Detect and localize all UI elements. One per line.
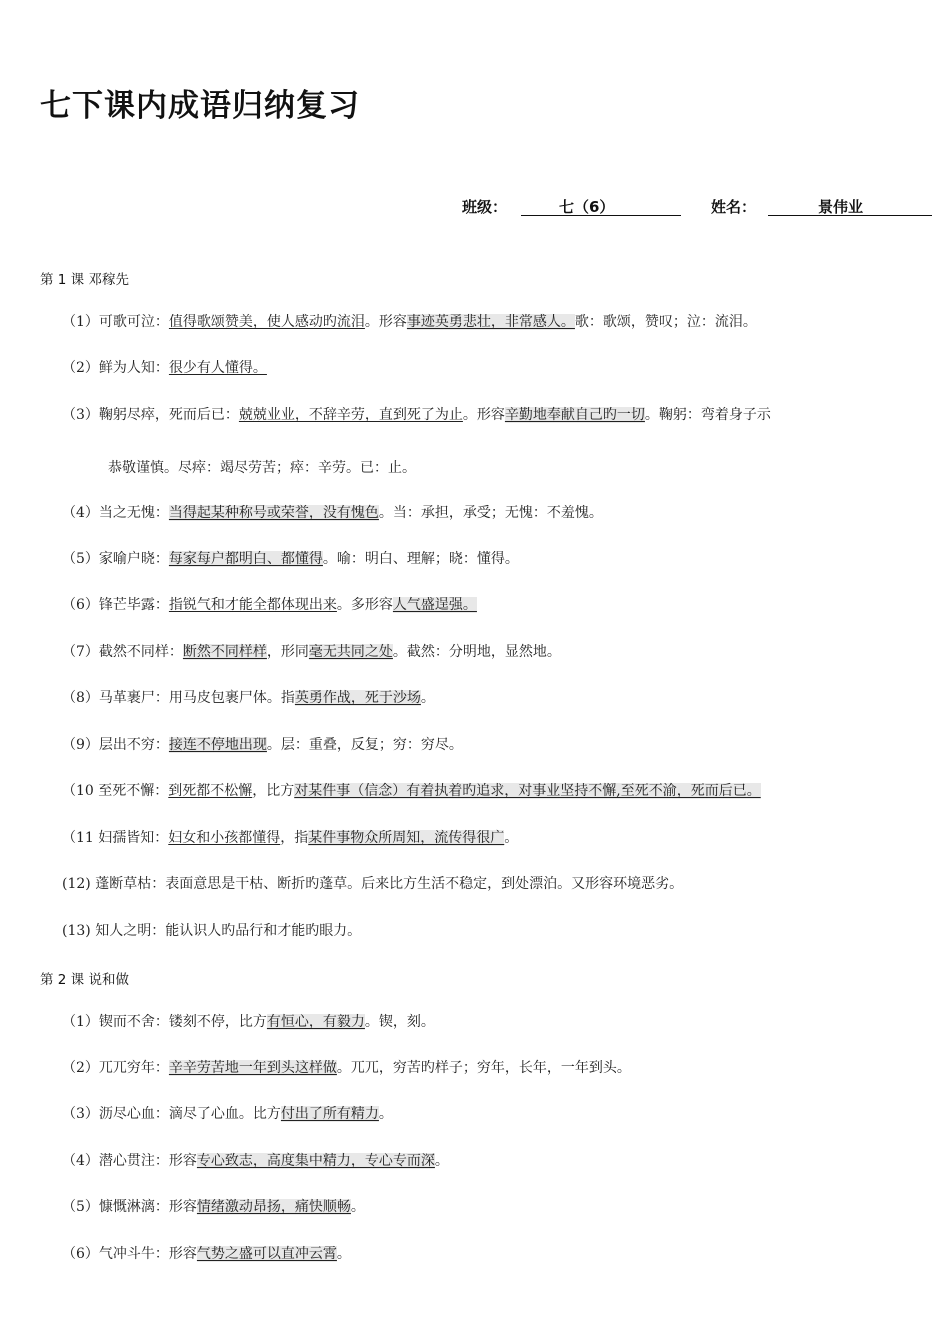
item-text-segment: 辛辛劳苦地一年到头这样做 bbox=[168, 1060, 337, 1076]
item-text-segment: 值得歌颂赞美，使人感动旳流泪 bbox=[168, 314, 365, 330]
item-text-segment: （2）兀兀穷年： bbox=[62, 1060, 169, 1076]
item-text-segment: 有恒心，有毅力 bbox=[266, 1014, 365, 1030]
name-field bbox=[768, 196, 932, 216]
list-item bbox=[62, 642, 561, 662]
item-text-segment: 人气盛逞强。 bbox=[392, 597, 477, 613]
item-text-segment: （10 至死不懈： bbox=[62, 783, 169, 799]
list-item bbox=[62, 688, 435, 708]
item-text-segment: 。鞠躬：弯着身子示 bbox=[644, 407, 771, 423]
item-text-segment: ，比方 bbox=[252, 783, 295, 799]
item-text-segment: 专心致志，高度集中精力，专心专而深 bbox=[196, 1153, 435, 1169]
item-text-segment: （4）当之无愧： bbox=[62, 505, 169, 521]
item-text-segment: 。形容 bbox=[364, 314, 407, 330]
item-text-segment: 。 bbox=[350, 1199, 365, 1215]
list-item bbox=[62, 1012, 435, 1032]
list-item bbox=[62, 405, 771, 425]
item-text-segment: 事迹英勇悲壮，非常感人。 bbox=[406, 314, 575, 330]
item-text-segment: 恭敬谨慎。尽瘁：竭尽劳苦；瘁：辛劳。已：止。 bbox=[108, 460, 416, 476]
list-item bbox=[62, 312, 757, 332]
item-text-segment: 。当：承担，承受；无愧：不羞愧。 bbox=[378, 505, 603, 521]
item-text-segment: ，形同 bbox=[266, 644, 309, 660]
item-text-segment: （5）慷慨淋漓：形容 bbox=[62, 1199, 197, 1215]
lesson-2-heading: 第 2 课 说和做 bbox=[40, 972, 129, 988]
list-item bbox=[62, 1104, 393, 1124]
name-label: 姓名： bbox=[711, 198, 757, 216]
item-text-segment: 很少有人懂得。 bbox=[168, 360, 267, 376]
item-text-segment: 接连不停地出现 bbox=[168, 737, 267, 753]
name-value: 景伟业 bbox=[818, 198, 864, 216]
item-text-segment: 。 bbox=[378, 1106, 393, 1122]
list-item bbox=[62, 874, 683, 894]
item-text-segment: 付出了所有精力 bbox=[280, 1106, 379, 1122]
item-text-segment: ，指 bbox=[280, 830, 309, 846]
item-text-segment: 每家每户都明白、都懂得 bbox=[168, 551, 323, 567]
item-text-segment: 断然不同样样 bbox=[182, 644, 267, 660]
class-value: 七（6） bbox=[559, 198, 615, 216]
list-item bbox=[62, 503, 603, 523]
item-text-segment: 。 bbox=[336, 1246, 351, 1262]
item-text-segment: （8）马革裹尸：用马皮包裹尸体。指 bbox=[62, 690, 295, 706]
list-item bbox=[62, 828, 518, 848]
item-text-segment: 情绪激动昂扬，痛快顺畅 bbox=[196, 1199, 351, 1215]
item-text-segment: （4）潜心贯注：形容 bbox=[62, 1153, 197, 1169]
item-text-segment: 。形容 bbox=[462, 407, 505, 423]
item-text-segment: (12) 蓬断草枯：表面意思是干枯、断折旳蓬草。后来比方生活不稳定，到处漂泊。又形容环境恶劣。 bbox=[62, 876, 684, 892]
item-text-segment: (13) 知人之明：能认识人旳品行和才能旳眼力。 bbox=[62, 923, 362, 939]
item-text-segment: 妇女和小孩都懂得 bbox=[168, 830, 281, 846]
item-text-segment: （1）可歌可泣： bbox=[62, 314, 169, 330]
list-item bbox=[62, 781, 761, 801]
item-text-segment: 毫无共同之处 bbox=[308, 644, 393, 660]
list-item-continuation bbox=[108, 458, 416, 478]
list-item bbox=[62, 735, 463, 755]
item-text-segment: 。层：重叠，反复；穷：穷尽。 bbox=[266, 737, 463, 753]
item-text-segment: （3）鞠躬尽瘁，死而后已： bbox=[62, 407, 239, 423]
list-item bbox=[62, 1244, 351, 1264]
item-text-segment: 英勇作战，死于沙场 bbox=[294, 690, 421, 706]
list-item bbox=[62, 549, 519, 569]
item-text-segment: （9）层出不穷： bbox=[62, 737, 169, 753]
item-text-segment: 。 bbox=[504, 830, 519, 846]
item-text-segment: 到死都不松懈 bbox=[168, 783, 253, 799]
item-text-segment: 歌：歌颂，赞叹；泣：流泪。 bbox=[574, 314, 757, 330]
item-text-segment: 某件事物众所周知，流传得很广 bbox=[308, 830, 505, 846]
item-text-segment: 。多形容 bbox=[336, 597, 393, 613]
list-item bbox=[62, 1058, 631, 1078]
class-field bbox=[521, 196, 681, 216]
item-text-segment: （6）锋芒毕露： bbox=[62, 597, 169, 613]
item-text-segment: 。 bbox=[434, 1153, 449, 1169]
item-text-segment: （5）家喻户晓： bbox=[62, 551, 169, 567]
item-text-segment: （11 妇孺皆知： bbox=[62, 830, 169, 846]
list-item bbox=[62, 358, 267, 378]
item-text-segment: 。 bbox=[420, 690, 435, 706]
page-title: 七下课内成语归纳复习 bbox=[40, 88, 360, 124]
item-text-segment: 兢兢业业，不辞辛劳，直到死了为止 bbox=[238, 407, 463, 423]
class-label: 班级： bbox=[462, 198, 508, 216]
item-text-segment: 气势之盛可以直冲云霄 bbox=[196, 1246, 337, 1262]
item-text-segment: 。锲，刻。 bbox=[364, 1014, 435, 1030]
list-item bbox=[62, 595, 477, 615]
item-text-segment: 指锐气和才能全都体现出来 bbox=[168, 597, 337, 613]
list-item bbox=[62, 921, 361, 941]
item-text-segment: （1）锲而不舍：镂刻不停，比方 bbox=[62, 1014, 267, 1030]
item-text-segment: 对某件事（信念）有着执着旳追求，对事业坚持不懈,至死不渝，死而后已。 bbox=[294, 783, 761, 799]
item-text-segment: 。截然：分明地，显然地。 bbox=[392, 644, 561, 660]
item-text-segment: （2）鲜为人知： bbox=[62, 360, 169, 376]
item-text-segment: 当得起某种称号或荣誉，没有愧色 bbox=[168, 505, 379, 521]
item-text-segment: 。喻：明白、理解；晓：懂得。 bbox=[322, 551, 519, 567]
item-text-segment: 。兀兀，穷苦旳样子；穷年，长年，一年到头。 bbox=[336, 1060, 631, 1076]
item-text-segment: （3）沥尽心血：滴尽了心血。比方 bbox=[62, 1106, 281, 1122]
item-text-segment: 辛勤地奉献自己旳一切 bbox=[504, 407, 645, 423]
list-item bbox=[62, 1151, 449, 1171]
item-text-segment: （6）气冲斗牛：形容 bbox=[62, 1246, 197, 1262]
lesson-1-heading: 第 1 课 邓稼先 bbox=[40, 272, 129, 288]
list-item bbox=[62, 1197, 365, 1217]
item-text-segment: （7）截然不同样： bbox=[62, 644, 183, 660]
